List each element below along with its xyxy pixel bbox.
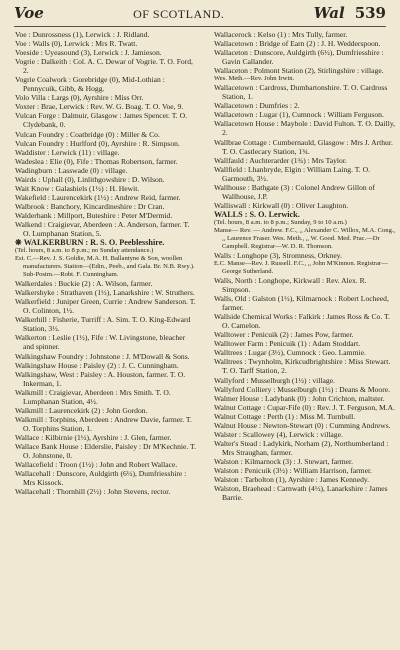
directory-entry: Walster : Scallowey (4), Lerwick : village. [214,429,343,439]
directory-entry: Wallfield : Lhanbryde, Elgin : William Laing. T. O. Garmouth, 3½. [214,164,370,183]
directory-entry: Wallacehall : Dunscore, Auldgirth (6½), Dumfriesshire : Mrs Kissock. [15,469,187,488]
directory-entry: Wakefield : Laurencekirk (1½) : Andrew Reid, farmer. [15,192,181,202]
directory-entry: Wadeslea : Elie (0), Fife : Thomas Robertson, farmer. [15,156,178,166]
directory-entry: Walliswall : Kirkwall (0) : Oliver Laughton. [214,200,349,210]
directory-entry: Walkershyke : Strathaven (1½), Lanarkshire : W. Struthers. [15,288,195,298]
directory-entry: (Tel. hours, 8 a.m. to 8 p.m.; no Sunday attendance.) [15,247,154,255]
directory-entry: Wallacehall : Thornhill (2½) : John Stevens, rector. [15,487,171,497]
directory-entry: Walkingshaw, West : Paisley : A. Houston, farmer. T. O. Inkerman, 1. [15,369,186,388]
directory-entry: Wallace : Kilbirnie (1½), Ayrshire : J. Glen, farmer. [15,432,172,442]
directory-entry: Wallyford Colliery : Musselburgh (1½) : Deans & Moore. [214,384,390,394]
directory-entry: Wadingburn : Lasswade (0) : village. [15,165,128,175]
directory-entry: Walnut Cottage : Cupar-Fife (0) : Rev. J. T. Ferguson, M.A. [214,402,395,412]
directory-entry: Voe : Walls (0), Lerwick : Mrs R. Twatt. [15,39,138,49]
directory-entry: Walltrees : Twynholm, Kirkcudbrightshire : Miss Stewart. T. O. Tarff Station, 2. [214,357,391,376]
directory-entry: Walkerfield : Juniper Green, Currie : Andrew Sanderson. T. O. Colinton, 1½. [15,297,196,316]
directory-entry: Walbrook : Banchory, Kincardineshire : Dr Cran. [15,201,165,211]
directory-entry: Voeside : Uyeasound (3), Lerwick : J. Jamieson. [15,48,162,58]
directory-entry: Wallyford : Musselburgh (1½) : village. [214,375,335,385]
directory-entry: Wallacetown : Dumfries : 2. [214,101,300,111]
directory-entry: Vulcan Forge : Dalmuir, Glasgow : James Spencer. T. O. Clydebank, 0. [15,111,187,130]
directory-entry: Walltrees : Lugar (3½), Cumnock : Geo. Lammie. [214,348,366,358]
directory-entry: Walkend : Craigievar, Aberdeen : A. Anderson, farmer. T. O. Lumphanan Station, 5. [15,219,190,239]
directory-entry: Wallhouse : Bathgate (3) : Colonel Andrew Gillon of Wallhouse, J.P. [214,182,375,201]
directory-entry: Walston : Tarbolton (1), Ayrshire : James Kennedy. [214,475,370,485]
directory-entry: Est. C.—Rev. J. S. Goldie, M.A. H. Ballantyne & Son, woollen manufacturers. Station—(Edin., Peeb., and Gala. Br. N.B. Rwy.). Sub-Postm.—Robt. F. Cunningham. [15,255,195,279]
directory-entry: Walkerton : Leslie (1½), Fife : W. Livingstone, bleacher and spinner. [15,333,186,352]
directory-entry: Walderbank : Millport, Buteshire : Peter M'Dermid. [15,210,173,220]
header-right-word: Wal [313,4,345,22]
directory-entry: Wallfauld : Auchterarder (1¾) : Mrs Taylor. [214,155,347,165]
directory-entry: Walkmill : Craigievar, Aberdeen : Mrs Smith. T. O. Lumphanan Station, 4½. [15,387,171,406]
directory-entry: Wallacetown : Cardross, Dumbartonshire. T. O. Cardross Station, 1. [214,83,388,102]
directory-entry: Walnut Cottage : Perth (1) : Miss M. Turnbull. [214,411,356,421]
directory-entry: Wallace Bank House : Elderslie, Paisley : Dr M'Kechnie. T. O. Johnstone, 0. [15,441,196,461]
directory-entry: Walkingshaw Foundry : Johnstone : J. M'Dowall & Sons. [15,351,190,361]
right-column [214,30,397,644]
directory-entry: Vogrie Coalwork : Gorebridge (0), Mid-Lothian : Pennycuik, Gibb, & Hogg. [15,75,165,94]
directory-entry: Walston : Penicuik (3½) : William Harrison, farmer. [214,465,372,475]
running-header [14,4,386,26]
header-left-word: Voe [14,4,44,22]
directory-entry: Walkmill : Laurencekirk (2) : John Gordon. [15,405,148,415]
directory-entry: Vulcan Foundry : Hurlford (0), Ayrshire : R. Simpson. [15,138,180,148]
directory-entry: Wallacetown House : Maybole : David Fulton. T. O. Dailly, 2. [214,119,396,138]
directory-entry: Wes. Meth.—Rev. John Irwin. [214,75,295,83]
directory-entry: E.C. Manse—Rev. J. Russell. F.C., ,, John M'Kinnon. Registrar—George Sutherland. [214,259,388,275]
directory-entry: Voxter : Brae, Lerwick : Rev. W. G. Boag. T. O. Voe, 9. [15,102,184,112]
directory-entry: Walltower : Penicuik (2) : James Pow, farmer. [214,330,354,340]
directory-entry: Wallacetown : Bridge of Earn (2) : J. H. Wedderspoon. [214,39,381,49]
directory-entry: Walmer House : Ladybank (0) : John Crichton, maltster. [214,393,385,403]
directory-entry: Walkerhill : Fisherie, Turriff : A. Sim. T. O. King-Edward Station, 3½. [15,315,191,334]
directory-entry: Wairds : Uphall (0), Linlithgowshire : D. Wilson. [15,174,165,184]
directory-entry: Wallbrae Cottage : Cumbernauld, Glasgow : Mrs J. Arthur. T. O. Castlecary Station, 1¾. [214,137,393,156]
directory-entry: Walls : Longhope (3), Stromness, Orkney. [214,250,342,260]
directory-entry: Walkmill : Torphins, Aberdeen : Andrew Davie, farmer. T. O. Torphins Station, 1. [15,414,192,433]
directory-entry: ❋ WALKERBURN : R. S. O. Peeblesshire. [15,238,165,248]
header-rule [14,26,386,27]
directory-entry: Voe : Dunrossness (1), Lerwick : J. Ridland. [15,30,150,39]
left-column [15,30,198,644]
directory-entry: Walston : Kilmarnock (3) : J. Stewart, farmer. [214,456,353,466]
directory-entry: Vulcan Foundry : Coatbridge (0) : Miller & Co. [15,129,160,139]
directory-entry: Walkingshaw House : Paisley (2) : J. C. Cunningham. [15,360,179,370]
directory-entry: Walls, Old : Galston (1½), Kilmarnock : Robert Locheed, farmer. [214,294,389,313]
directory-entry: Wallside Chemical Works : Falkirk : James Ross & Co. T. O. Camelon. [214,312,390,331]
directory-entry: Vogrie : Dalkeith : Col. A. C. Dewar of Vogrie. T. O. Ford, 2. [15,57,193,76]
directory-entry: Walls, North : Longhope, Kirkwall : Rev. Alex. R. Simpson. [214,275,367,295]
directory-entry: Wallacefield : Troon (1½) : John and Robert Wallace. [15,460,178,470]
directory-entry: Walston, Braehead : Carnwath (4½), Lanarkshire : James Barrie. [214,484,388,503]
header-title: OF SCOTLAND. [133,7,225,21]
directory-entry: Walltower Farm : Penicuik (1) : Adam Stoddart. [214,339,361,349]
directory-entry: Walter's Stead : Ladykirk, Norham (2), Northumberland : Mrs Straughan, farmer. [214,438,389,457]
directory-entry: Wallacerock : Kelso (1) : Mrs Tully, farmer. [214,30,348,39]
directory-entry: (Tel. hours, 8 a.m. to 8 p.m.; Sunday, 9 to 10 a.m.) [214,218,347,226]
directory-entry: Wallaceton : Dunscore, Auldgirth (6½), Dumfriesshire : Gavin Callander. [214,48,384,67]
directory-entry: Waddister : Lerwick (11) : village. [15,147,120,157]
directory-entry: Wallaceton : Polmont Station (2), Stirlingshire : village. [214,66,384,76]
directory-entry: Wallacetown : Lugar (1), Cumnock : William Ferguson. [214,110,384,120]
directory-entry: Manse— Rev. — Andrew. F.C., ,, Alexander C. Willox, M.A. Cong., ,, Laurence Fraser. Wes. Meth., ,, W. Good. Med. Prac.—Dr Campbell. Registrar—W. D. R. Thomson. [214,226,396,250]
directory-entry: Volo Villa : Largs (0), Ayrshire : Miss Orr. [15,93,144,103]
directory-entry: Wait Know : Galashiels (1½) : H. Hewit. [15,183,140,193]
directory-entry: Walkerdales : Buckie (2) : A. Wilson, farmer. [15,279,153,289]
header-right [314,4,386,22]
page-number: 539 [354,4,386,22]
directory-entry: Walnut House : Newton-Stewart (0) : Cumming Andrews. [214,420,391,430]
directory-entry: WALLS : S. O. Lerwick. [214,209,300,219]
